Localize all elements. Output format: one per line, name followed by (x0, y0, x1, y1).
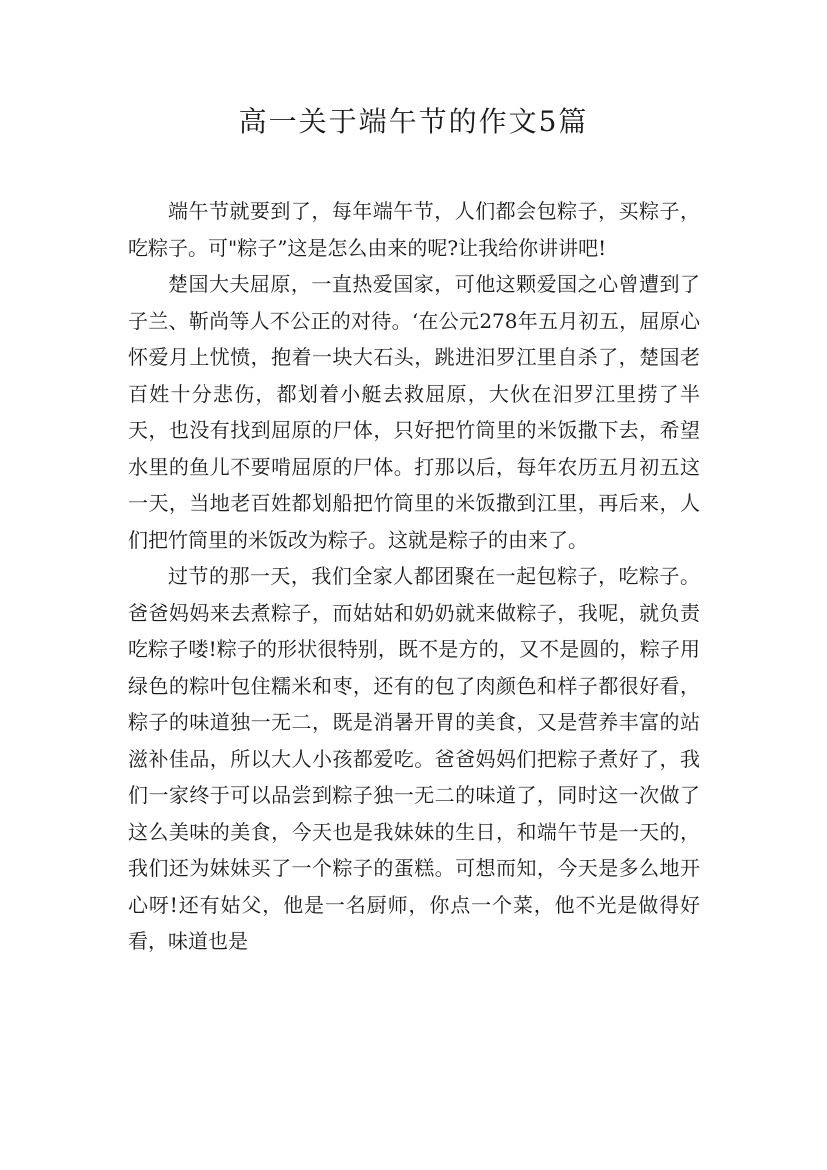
paragraph-1: 端午节就要到了，每年端午节，人们都会包粽子，买粽子，吃粽子。可"粽子”这是怎么由来的呢?让我给你讲讲吧! (128, 199, 700, 260)
paragraph-3: 过节的那一天，我们全家人都团聚在一起包粽子，吃粽子。爸爸妈妈来去煮粽子，而姑姑和奶奶就来做粽子，我呢，就负责吃粽子喽!粽子的形状很特别，既不是方的，又不是圆的，粽子用绿色的粽叶包住糯米和枣，还有的包了肉颜色和样子都很好看，粽子的味道独一无二，既是消暑开胃的美食，又是营养丰富的站滋补佳品，所以大人小孩都爱吃。爸爸妈妈们把粽子煮好了，我们一家终于可以品尝到粽子独一无二的味道了，同时这一次做了这么美味的美食，今天也是我妹妹的生日，和端午节是一天的，我们还为妹妹买了一个粽子的蛋糕。可想而知，今天是多么地开心呀!还有姑父，他是一名厨师，你点一个菜，他不光是做得好看，味道也是 (128, 564, 700, 953)
document-body (128, 193, 700, 960)
paragraph-2: 楚国大夫屈原，一直热爱国家，可他这颗爱国之心曾遭到了子兰、靳尚等人不公正的对待。‘在公元278年五月初五，屈原心怀爱月上忧愤，抱着一块大石头，跳进汨罗江里自杀了，楚国老百姓十分悲伤，都划着小艇去救屈原，大伙在汨罗江里捞了半天，也没有找到屈原的尸体，只好把竹筒里的米饭撒下去，希望水里的鱼儿不要啃屈原的尸体。打那以后，每年农历五月初五这一天，当地老百姓都划船把竹筒里的米饭撒到江里，再后来，人们把竹筒里的米饭改为粽子。这就是粽子的由来了。 (128, 272, 700, 552)
document-title: 高一关于端午节的作文5篇 (238, 105, 589, 138)
